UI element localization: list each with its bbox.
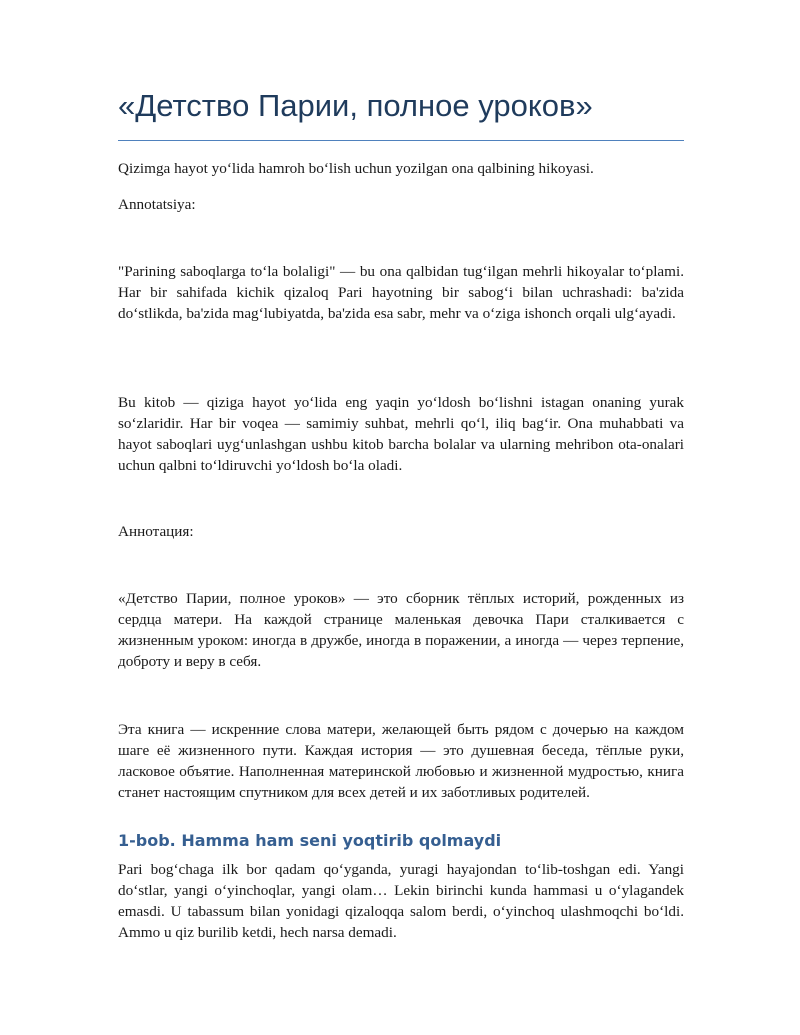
annotation-uz-paragraph-2: Bu kitob — qiziga hayot yo‘lida eng yaqin yo‘ldosh bo‘lishni istagan onaning yurak so‘zlaridir. Har bir voqea — samimiy suhbat, mehrli qo‘l, iliq bag‘ir. Ona muhabbati va hayot saboqlari uyg‘unlashgan ushbu kitob barcha bolalar va ularning mehribon ota-onalari uchun qalbni to‘ldiruvchi yo‘ldosh bo‘la oladi. bbox=[118, 394, 684, 474]
annotation-ru-paragraph-2: Эта книга — искренние слова матери, желающей быть рядом с дочерью на каждом шаге её жизненного пути. Каждая история — это душевная беседа, тёплые руки, ласковое объятие. Наполненная материнской любовью и жизненной мудростью, книга станет настоящим спутником для всех детей и их заботливых родителей. bbox=[118, 721, 684, 801]
annotation-ru-paragraph-1: «Детство Парии, полное уроков» — это сборник тёплых историй, рожденных из сердца матери. На каждой странице маленькая девочка Пари сталкивается с жизненным уроком: иногда в дружбе, иногда в поражении, а иногда — через терпение, доброту и веру в себя. bbox=[118, 590, 684, 670]
dedication-line: Qizimga hayot yo‘lida hamroh bo‘lish uchun yozilgan ona qalbining hikoyasi. bbox=[118, 160, 594, 177]
document-title: «Детство Парии, полное уроков» bbox=[118, 88, 593, 123]
chapter-1-paragraph-1: Pari bog‘chaga ilk bor qadam qo‘yganda, yuragi hayajondan to‘lib-toshgan edi. Yangi do‘stlar, yangi o‘yinchoqlar, yangi olam… Lekin birinchi kunda hammasi u o‘ylagandek emasdi. U tabassum bilan yonidagi qizaloqqa salom berdi, o‘yinchoq ulashmoqchi bo‘ldi. Ammo u qiz burilib ketdi, hech narsa demadi. bbox=[118, 861, 684, 941]
annotation-uz-label: Annotatsiya: bbox=[118, 196, 196, 213]
chapter-1-heading: 1-bob. Hamma ham seni yoqtirib qolmaydi bbox=[118, 831, 502, 850]
annotation-ru-label: Аннотация: bbox=[118, 523, 194, 540]
annotation-uz-paragraph-1: "Parining saboqlarga to‘la bolaligi" — bu ona qalbidan tug‘ilgan mehrli hikoyalar to‘plami. Har bir sahifada kichik qizaloq Pari hayotning bir sabog‘i bilan uchrashadi: ba'zida do‘stlikda, ba'zida mag‘lubiyatda, ba'zida esa sabr, mehr va o‘ziga ishonch orqali ulg‘ayadi. bbox=[118, 263, 684, 322]
title-divider bbox=[118, 140, 684, 141]
